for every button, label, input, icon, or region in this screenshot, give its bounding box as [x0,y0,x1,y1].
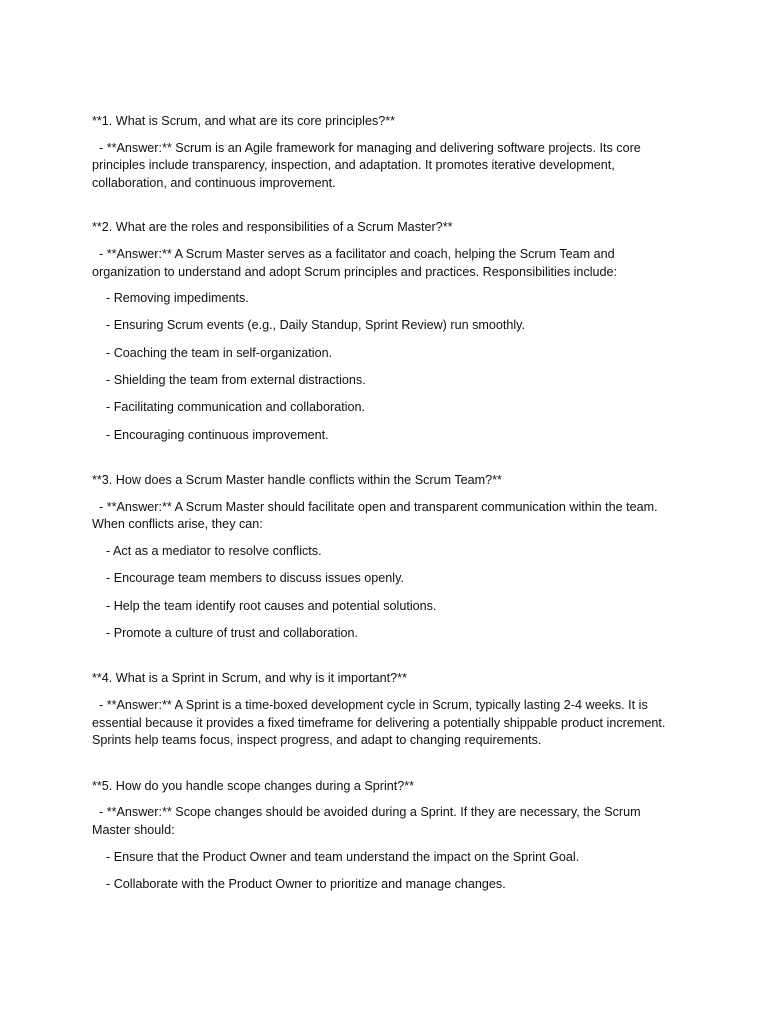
list-item: - Ensure that the Product Owner and team understand the impact on the Sprint Goal. [106,849,580,864]
list-item: - Encouraging continuous improvement. [106,427,329,442]
qa-section-2 [92,219,682,444]
list-item: - Shielding the team from external distractions. [106,373,366,387]
question-1: **1. What is Scrum, and what are its core principles?** [92,114,396,128]
answer-1: - **Answer:** Scrum is an Agile framework for managing and delivering software projects. Its core principles include transparency, inspection, and adaptation. It promotes iterative development, collaboration, and continuous improvement. [92,140,645,190]
list-item: - Removing impediments. [106,291,249,306]
list-item: - Promote a culture of trust and collaboration. [106,625,359,640]
question-5: **5. How do you handle scope changes during a Sprint?** [92,778,415,793]
answer-3-list [92,543,682,642]
question-4: **4. What is a Sprint in Scrum, and why is it important?** [92,671,407,686]
question-2: **2. What are the roles and responsibilities of a Scrum Master?** [92,220,453,235]
answer-2-list [92,290,682,444]
answer-5-list [92,849,682,894]
list-item: - Encourage team members to discuss issues openly. [106,571,404,586]
list-item: - Help the team identify root causes and potential solutions. [106,598,437,613]
qa-section-5 [92,778,682,894]
qa-section-4 [92,670,682,749]
qa-section-1 [92,113,682,192]
list-item: - Facilitating communication and collaboration. [106,400,366,415]
answer-5: - **Answer:** Scope changes should be avoided during a Sprint. If they are necessary, the Scrum Master should: [92,805,645,837]
answer-3: - **Answer:** A Scrum Master should facilitate open and transparent communication within the team. When conflicts arise, they can: [92,499,662,532]
question-3: **3. How does a Scrum Master handle conflicts within the Scrum Team?** [92,473,502,488]
list-item: - Collaborate with the Product Owner to prioritize and manage changes. [106,876,506,891]
qa-section-3 [92,472,682,642]
list-item: - Coaching the team in self-organization. [106,345,333,360]
answer-2: - **Answer:** A Scrum Master serves as a facilitator and coach, helping the Scrum Team and organization to understand and adopt Scrum principles and practices. Responsibilities include: [92,246,619,279]
list-item: - Act as a mediator to resolve conflicts. [106,543,322,558]
document-page [92,113,682,920]
list-item: - Ensuring Scrum events (e.g., Daily Standup, Sprint Review) run smoothly. [106,318,526,333]
answer-4: - **Answer:** A Sprint is a time-boxed development cycle in Scrum, typically lasting 2-4 weeks. It is essential because it provides a fixed timeframe for delivering a potentially shippable product increment. Sprints help teams focus, inspect progress, and adapt to changing requirements. [92,697,669,748]
